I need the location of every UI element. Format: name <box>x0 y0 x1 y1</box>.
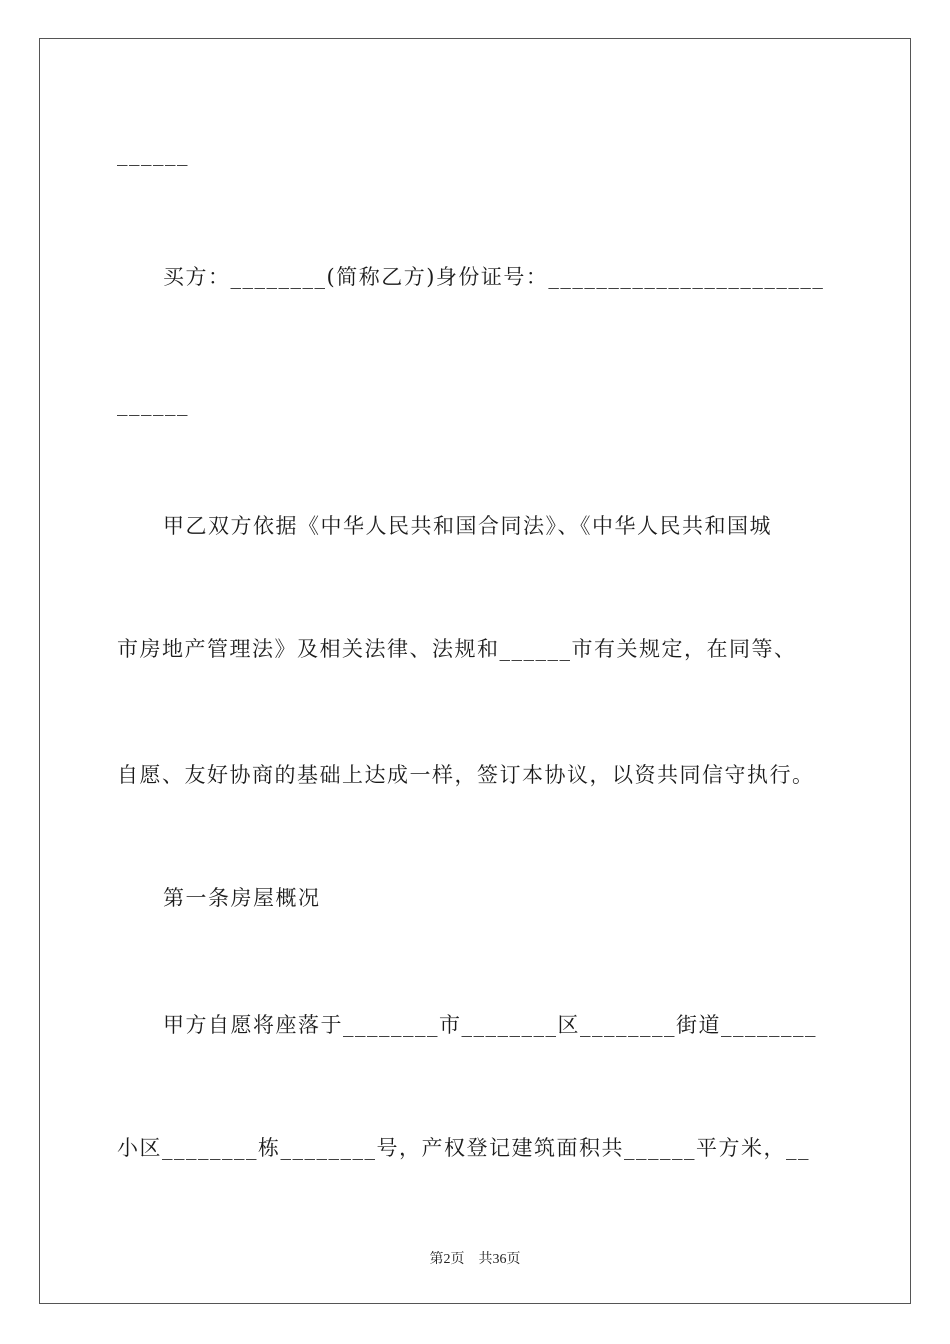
blank-underline-continuation: ______ <box>117 142 189 166</box>
blank-underline-continuation-2: ______ <box>117 392 189 416</box>
paragraph-basis-line-2: 市房地产管理法》及相关法律、法规和______市有关规定，在同等、 <box>117 637 797 661</box>
page-border <box>39 38 911 1304</box>
page-number-footer: 第2页 共36页 <box>429 1252 521 1267</box>
article-one-heading: 第一条房屋概况 <box>163 886 321 910</box>
property-location-line-1: 甲方自愿将座落于________市________区________街道________ <box>163 1013 817 1037</box>
property-location-line-2: 小区________栋________号，产权登记建筑面积共______平方米，__ <box>117 1136 810 1160</box>
paragraph-basis-line-1: 甲乙双方依据《中华人民共和国合同法》、《中华人民共和国城 <box>163 514 772 538</box>
buyer-line: 买方：________(简称乙方)身份证号：_______________________ <box>163 265 825 289</box>
paragraph-basis-line-3: 自愿、友好协商的基础上达成一样，签订本协议，以资共同信守执行。 <box>117 763 815 787</box>
